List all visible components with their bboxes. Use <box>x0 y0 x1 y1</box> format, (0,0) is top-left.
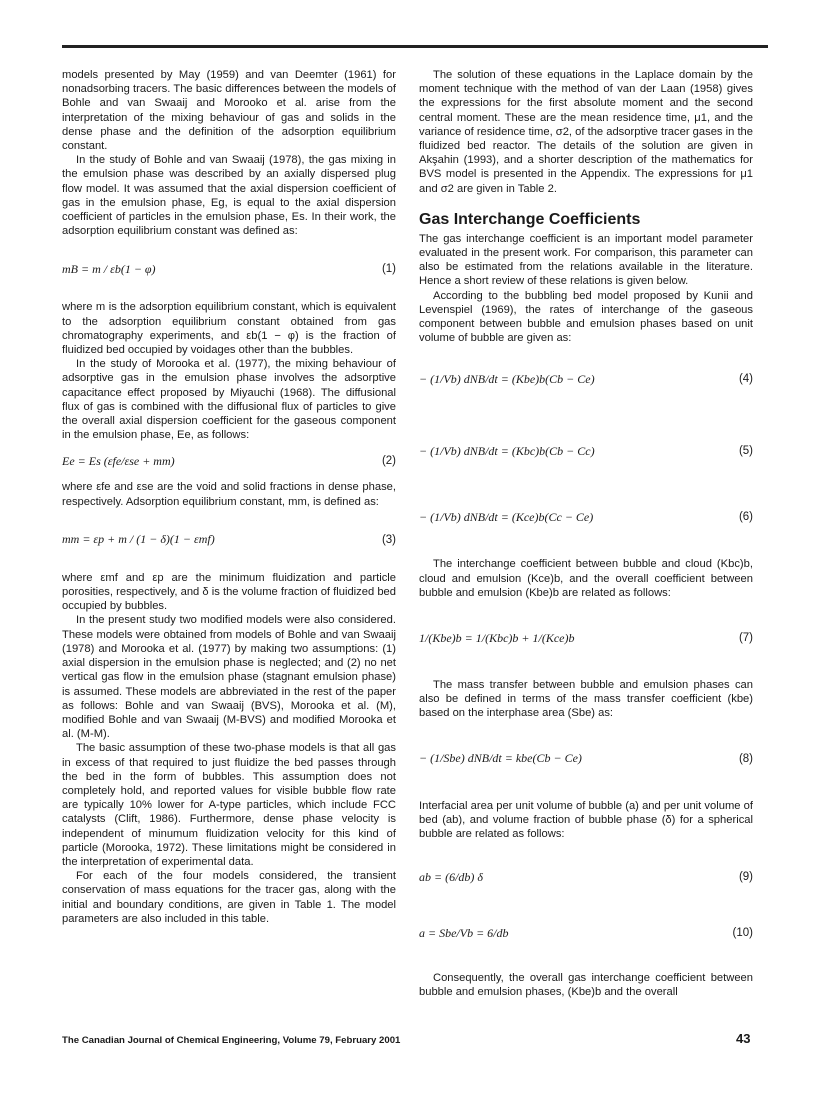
equation-text: − (1/Vb) dNB/dt = (Kce)b(Cc − Ce) <box>419 509 594 524</box>
equation-text: Ee = Es (εfe/εse + mm) <box>62 453 175 468</box>
equation-7 <box>419 620 753 656</box>
paragraph: In the study of Morooka et al. (1977), the mixing behaviour of adsorptive gas in the emulsion phase involves the adsorptive capacitance effect proposed by Miyauchi (1968). The diffusional flux of gas is combined with the diffusional flux of particles to give the overall axial dispersion coefficient for the gaseous component in the emulsion phase, Ee, as follows: <box>62 358 396 442</box>
equation-number: (1) <box>381 263 396 276</box>
paragraph: The solution of these equations in the Laplace domain by the moment technique with the method of van der Laan (1958) gives the expressions for the first absolute moment and the second central moment. These are the mean residence time, μ1, and the variance of residence time, σ2, of the adsorptive tracer gases in the fluidized bed reactor. The details of the solution are given in Akşahin (1993), and a shorter description of the mathematics for BVS model is presented in the Appendix. The expressions for μ1 and σ2 are given in Table 2. <box>419 69 754 195</box>
paragraph: According to the bubbling bed model proposed by Kunii and Levenspiel (1969), the rates of interchange of the gaseous component between bubble and emulsion phases based on unit volume of bubble are given as: <box>419 289 753 345</box>
equation-text: − (1/Sbe) dNB/dt = kbe(Cb − Ce) <box>419 751 582 766</box>
equation-4 <box>419 361 753 397</box>
paragraph: In the study of Bohle and van Swaaij (1978), the gas mixing in the emulsion phase was described by an axially dispersed plug flow model. It was assumed that the axial dispersion coefficient of gas in the emulsion phase, Eg, is equal to the axial dispersion coefficient of particles in the emulsion phase, Es. In their work, the adsorption equilibrium constant was defined as: <box>62 154 396 238</box>
page-number: 43 <box>736 1031 751 1046</box>
paragraph: where εmf and εp are the minimum fluidization and particle porosities, respectively, and δ is the volume fraction of fluidized bed occupied by bubbles. <box>62 571 396 613</box>
equation-text: mm = εp + m / (1 − δ)(1 − εmf) <box>62 532 215 547</box>
paragraph: where m is the adsorption equilibrium constant, which is equivalent to the adsorption equilibrium constant obtained from gas chromatography experiments, and εb(1 − φ) is the fraction of fluidized bed occupied by voidages other than the bubbles. <box>62 301 396 357</box>
paragraph: The basic assumption of these two-phase models is that all gas in excess of that required to just fluidize the bed passes through the bed in the form of bubbles. This assumption does not completely hold, and reported values for visible bubble flow rate are typically 10% lower for A-type particles, which include FCC catalysts (Clift, 1986). Furthermore, dense phase velocity is independent of minumum fluidization velocity for this kind of particle (Morooka, 1972). These limitations might be considered in the interpretation of experimental data. <box>62 742 396 868</box>
equation-number: (9) <box>738 871 753 884</box>
equation-number: (7) <box>738 632 753 645</box>
equation-8 <box>419 741 753 777</box>
equation-text: ab = (6/db) δ <box>419 869 484 884</box>
paragraph: Consequently, the overall gas interchange coefficient between bubble and emulsion phases, (Kbe)b and the overall <box>419 972 753 999</box>
equation-number: (10) <box>732 927 753 940</box>
paragraph: models presented by May (1959) and van Deemter (1961) for nonadsorbing tracers. The basic differences between the models of Bohle and van Swaaij and Morooko et al. arise from the interpretation of the mixing behaviour of gas and solids in the dense phase and the definition of the adsorption equilibrium constant. <box>62 69 396 153</box>
equation-9 <box>419 859 753 895</box>
journal-footer: The Canadian Journal of Chemical Engineering, Volume 79, February 2001 <box>62 1035 401 1046</box>
equation-number: (6) <box>738 511 753 524</box>
equation-10 <box>419 915 753 951</box>
paragraph: The interchange coefficient between bubble and cloud (Kbc)b, cloud and emulsion (Kce)b, and the overall coefficient between bubble and emulsion (Kbe)b are related as follows: <box>419 558 753 599</box>
equation-text: a = Sbe/Vb = 6/db <box>419 925 509 940</box>
paragraph: where εfe and εse are the void and solid fractions in dense phase, respectively. Adsorption equilibrium constant, mm, is defined as: <box>62 481 396 508</box>
equation-3 <box>62 523 396 557</box>
paragraph: The gas interchange coefficient is an important model parameter evaluated in the present work. For comparison, this parameter can also be estimated from the relations available in the literature. Hence a short review of these relations is given below. <box>419 232 753 288</box>
paragraph: For each of the four models considered, the transient conservation of mass equations for the tracer gas, along with the initial and boundary conditions, are given in Table 1. The model parameters are also included in this table. <box>62 870 396 925</box>
right-column <box>419 68 753 1000</box>
equation-2 <box>62 451 396 471</box>
equation-number: (3) <box>381 533 396 546</box>
equation-number: (8) <box>738 752 753 765</box>
left-column <box>62 68 396 926</box>
section-heading: Gas Interchange Coefficients <box>419 210 641 228</box>
equation-text: − (1/Vb) dNB/dt = (Kbc)b(Cb − Cc) <box>419 443 595 458</box>
equation-1 <box>62 252 396 286</box>
paragraph: Interfacial area per unit volume of bubble (a) and per unit volume of bed (ab), and volume fraction of bubble phase (δ) for a spherical bubble are related as follows: <box>419 799 753 841</box>
paragraph: The mass transfer between bubble and emulsion phases can also be defined in terms of the mass transfer coefficient (kbe) based on the interphase area (Sbe) as: <box>419 679 753 720</box>
equation-text: mB = m / εb(1 − φ) <box>62 261 156 276</box>
equation-number: (4) <box>738 373 753 386</box>
equation-text: − (1/Vb) dNB/dt = (Kbe)b(Cb − Ce) <box>419 371 595 386</box>
equation-number: (2) <box>381 455 396 468</box>
equation-6 <box>419 499 753 535</box>
header-rule <box>62 45 768 48</box>
equation-number: (5) <box>738 445 753 458</box>
paragraph: In the present study two modified models were also considered. These models were obtained from models of Bohle and van Swaaij (1978) and Morooka et al. (1977) by making two assumptions: (1) axial dispersion in the emulsion phase is neglected; and (2) no net vertical gas flow in the emulsion phase (stagnant emulsion phase) is assumed. These models are abbreviated in the rest of the paper as follows: Bohle and van Swaaij (BVS), Morooka et al. (M), modified Bohle and van Swaaij (M-BVS) and modified Morooka et al. (M-M). <box>62 614 396 741</box>
equation-5 <box>419 433 753 469</box>
equation-text: 1/(Kbe)b = 1/(Kbc)b + 1/(Kce)b <box>419 630 575 645</box>
